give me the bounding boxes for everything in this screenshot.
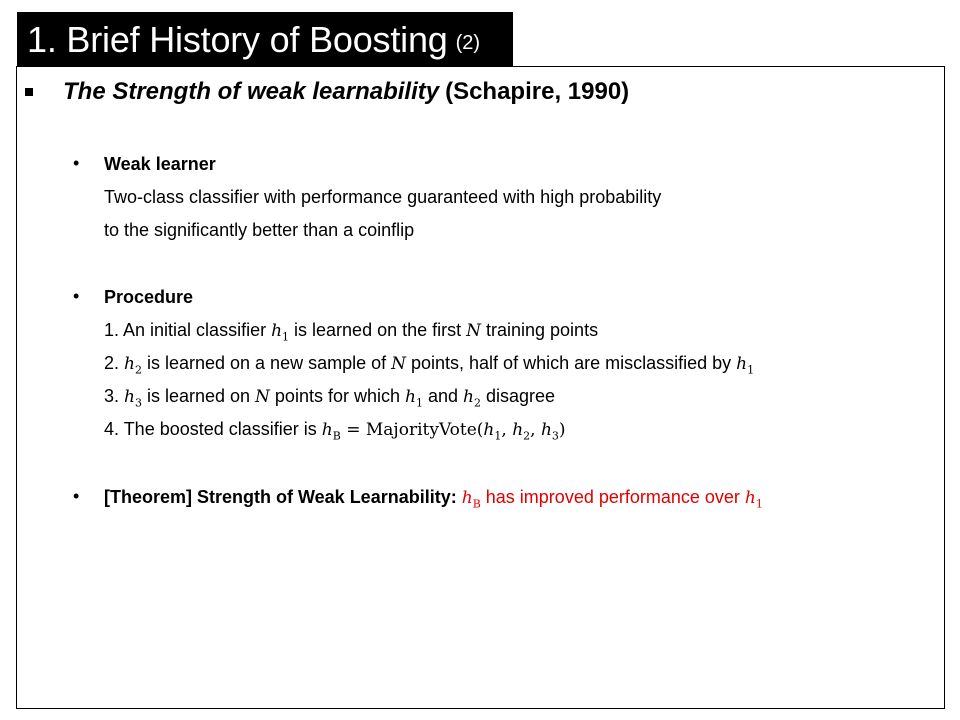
weak-learner-line-2: to the significantly better than a coinflip [104, 220, 415, 240]
section-heading [25, 78, 629, 106]
procedure-label: Procedure [104, 287, 194, 307]
content-box [16, 66, 945, 709]
heading-title: The Strength of weak learnability [63, 78, 440, 105]
slide-title: 1. Brief History of Boosting [27, 18, 448, 60]
round-bullet-icon: • [73, 486, 80, 506]
procedure-step-3: 3. $h_3$ is learned on N points for which $h_1$ and $h_2$ disagree [104, 386, 555, 410]
procedure-step-1: 1. An initial classifier $h_1$ is learned on the first N training points [104, 320, 599, 344]
procedure-step-2: 2. $h_2$ is learned on a new sample of N points, half of which are misclassified by $h_1$ [104, 353, 755, 377]
weak-learner-line-1: Two-class classifier with performance guaranteed with high probability [104, 187, 662, 207]
round-bullet-icon: • [73, 153, 80, 173]
round-bullet-icon: • [73, 286, 80, 306]
heading-citation: (Schapire, 1990) [445, 78, 630, 105]
square-bullet-icon [25, 88, 33, 96]
theorem-line [104, 486, 763, 515]
slide-title-bar [17, 12, 513, 67]
weak-learner-label: Weak learner [104, 154, 216, 174]
procedure-step-4: 4. The boosted classifier is $h_B$ = $MajorityVote(h_1$, $h_2$, $h_3$) [104, 419, 566, 443]
theorem-statement: $h_B$ has improved performance over $h_1$ [461, 487, 763, 511]
theorem-label: [Theorem] Strength of Weak Learnability: [104, 487, 457, 507]
slide-title-suffix: (2) [455, 32, 481, 54]
